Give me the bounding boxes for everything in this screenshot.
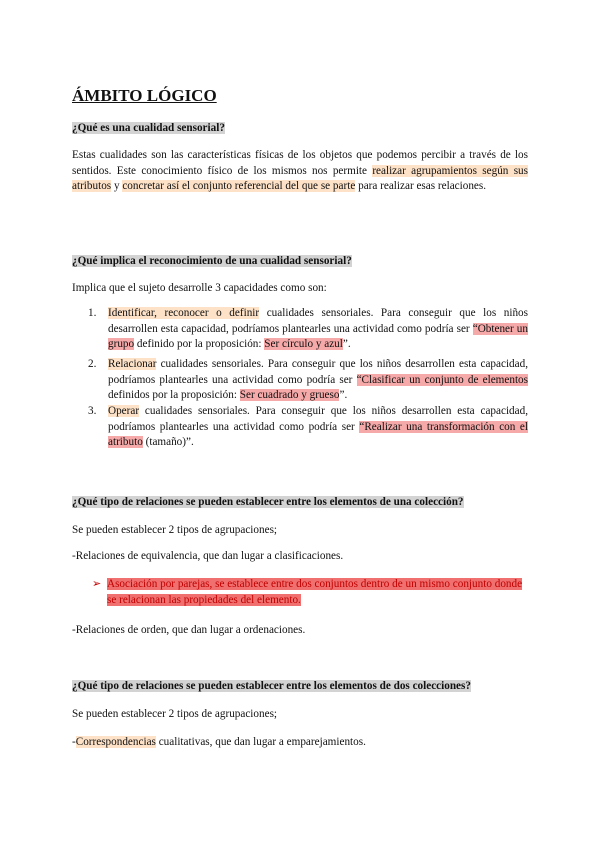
highlight-correspondencias: Correspondencias <box>75 736 156 748</box>
question-heading-4: ¿Qué tipo de relaciones se pueden establecer entre los elementos de dos colecciones? <box>72 680 471 692</box>
paragraph-capacidades-intro: Implica que el sujeto desarrolle 3 capacidades como son: <box>72 282 327 294</box>
paragraph-relaciones-orden: -Relaciones de orden, que dan lugar a ordenaciones. <box>72 624 306 636</box>
list-item: 3. Operar cualidades sensoriales. Para conseguir que los niños desarrollen esta capacidad, podríamos plantearles una actividad como podría ser “Realizar una transformación con el atributo (tamaño)”. <box>88 405 528 448</box>
paragraph-relaciones-equivalencia: -Relaciones de equivalencia, que dan lugar a clasificaciones. <box>72 550 344 562</box>
arrow-bullet-item: ➢ Asociación por parejas, se establece entre dos conjuntos dentro de un mismo conjunto donde se relacionan las propiedades del elemento. <box>92 578 523 606</box>
highlight-conjunto-referencial: concretar así el conjunto referencial del que se parte <box>122 180 356 192</box>
paragraph-agrupaciones-2: Se pueden establecer 2 tipos de agrupaciones; <box>72 708 278 720</box>
arrow-bullet-icon: ➢ <box>92 578 102 590</box>
list-item: 1. Identificar, reconocer o definir cualidades sensoriales. Para conseguir que los niños desarrollen esta capacidad, podríamos plantearles una actividad como podría ser “Obtener un grupo definido por la proposición: Ser círculo y azul”. <box>88 307 528 350</box>
question-heading-1: ¿Qué es una cualidad sensorial? <box>72 122 225 134</box>
list-item-number: 3. <box>88 405 97 417</box>
list-item-number: 1. <box>88 307 97 319</box>
paragraph-sensory-quality: Estas cualidades son las características físicas de los objetos que podemos percibir a través de los sentidos. Este conocimiento físico de los mismos nos permite realizar agrupamientos según sus atributos y concretar así el conjunto referencial del que se parte para realizar esas relaciones. <box>72 149 529 192</box>
paragraph-agrupaciones-1: Se pueden establecer 2 tipos de agrupaciones; <box>72 524 278 536</box>
question-heading-3: ¿Qué tipo de relaciones se pueden establecer entre los elementos de una colección? <box>72 496 464 508</box>
paragraph-correspondencias: -Correspondencias cualitativas, que dan lugar a emparejamientos. <box>72 736 366 748</box>
list-item-number: 2. <box>88 358 97 370</box>
question-heading-2: ¿Qué implica el reconocimiento de una cualidad sensorial? <box>72 255 352 267</box>
highlight-agrupamientos: realizar agrupamientos según sus atributos <box>72 164 529 192</box>
list-item: 2. Relacionar cualidades sensoriales. Para conseguir que los niños desarrollen esta capacidad, podríamos plantearles una actividad como podría ser “Clasificar un conjunto de elementos definidos por la proposición: Ser cuadrado y grueso”. <box>88 358 528 401</box>
page-title: ÁMBITO LÓGICO <box>72 86 217 105</box>
